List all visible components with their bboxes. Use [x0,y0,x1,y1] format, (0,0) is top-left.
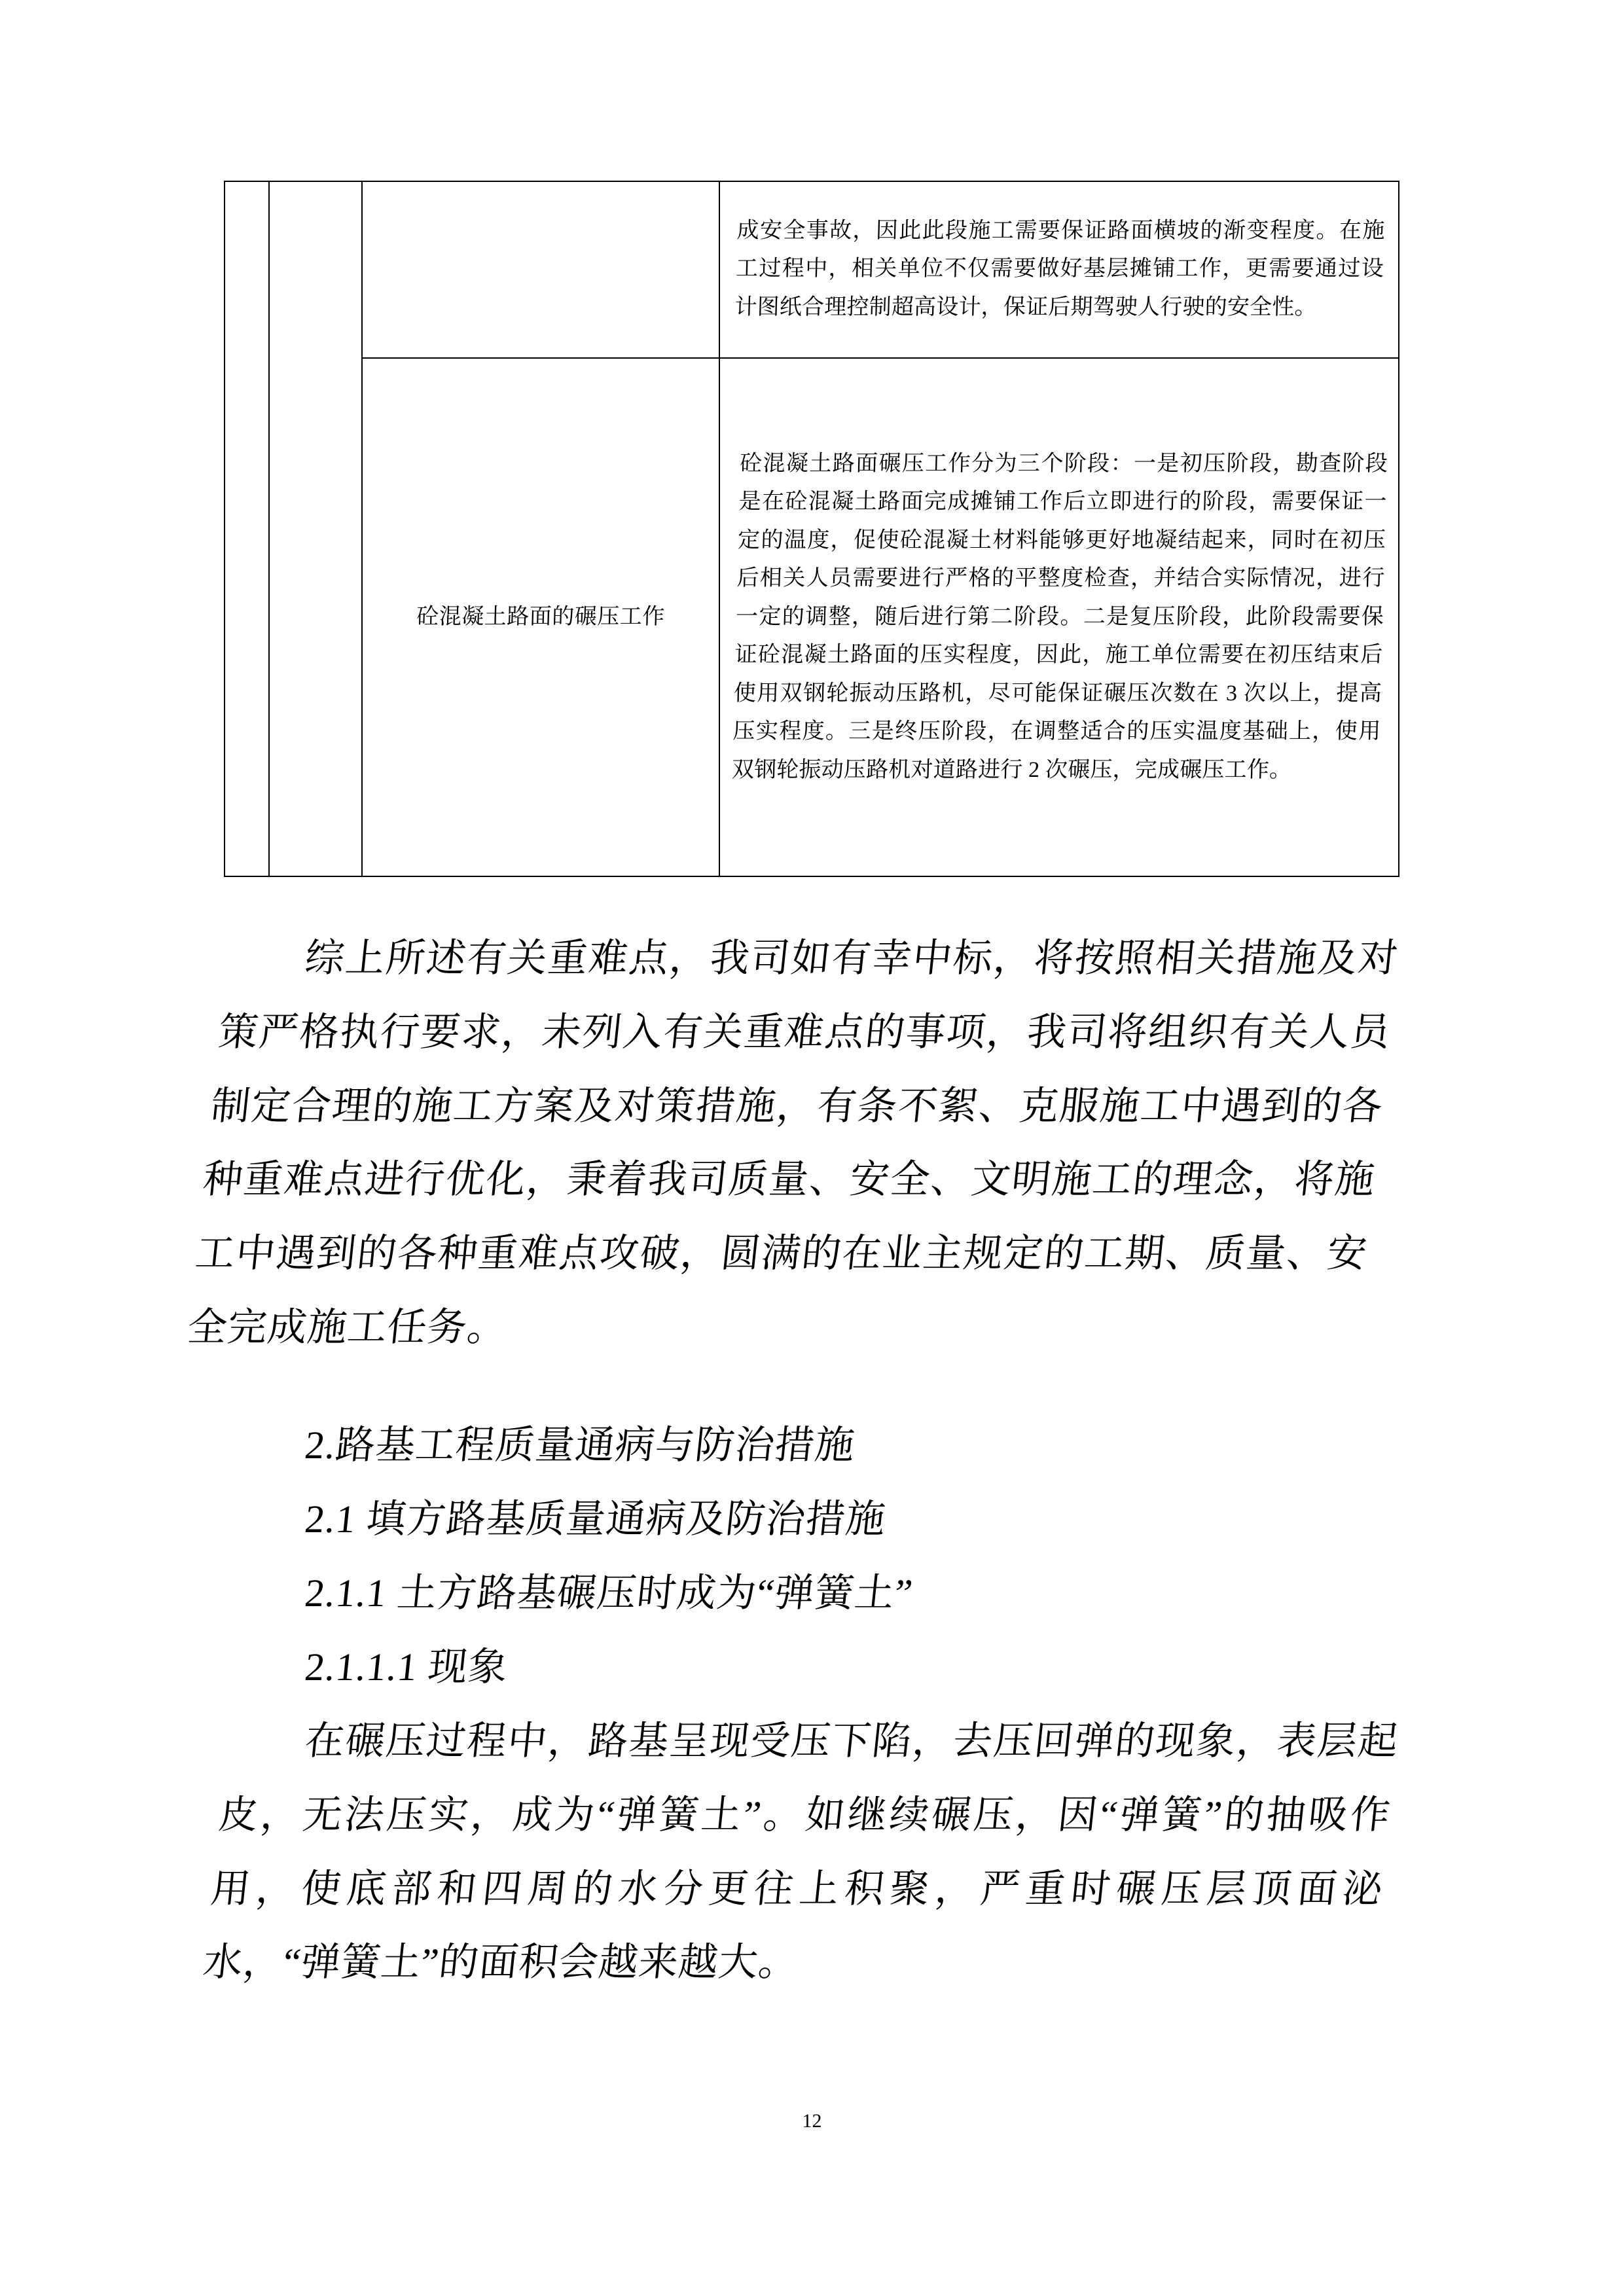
heading-2-1: 2.1 填方路基质量通病及防治措施 [302,1498,888,1541]
table-topic-label-2: 砼混凝土路面的碾压工作 [416,605,666,630]
table-cell-topic-2 [362,358,719,876]
table-row [225,181,1399,358]
table-topic-label-1 [363,264,719,275]
heading-level-1-block [230,1408,1402,1482]
summary-paragraph-block [185,922,1402,1365]
heading-level-2-block [230,1482,1402,1556]
table-cell-description-2 [719,358,1399,876]
phenomenon-paragraph: 在碾压过程中，路基呈现受压下陷，去压回弹的现象，表层起皮，无法压实，成为“弹簧土”。如继续碾压，因“弹簧”的抽吸作用，使底部和四周的水分更往上积聚，严重时碾压层顶面泌水，“弹簧土”的面积会越来越大。 [201,1719,1401,1984]
table-cell-index [225,181,269,876]
table-cell-category [269,181,362,876]
table-description-text-2: 砼混凝土路面碾压工作分为三个阶段：一是初压阶段，勘查阶段是在砼混凝土路面完成摊铺工作后立即进行的阶段，需要保证一定的温度，促使砼混凝土材料能够更好地凝结起来，同时在初压后相关人员需要进行严格的平整度检查，并结合实际情况，进行一定的调整，随后进行第二阶段。二是复压阶段，此阶段需要保证砼混凝土路面的压实程度，因此，施工单位需要在初压结束后使用双钢轮振动压路机，尽可能保证碾压次数在 3 次以上，提高压实程度。三是终压阶段，在调整适合的压实温度基础上，使用双钢轮振动压路机对道路进行 2 次碾压，完成碾压工作。 [731,451,1388,782]
heading-2-1-1-1: 2.1.1.1 现象 [302,1645,511,1689]
heading-level-4-block [230,1630,1402,1704]
heading-level-3-block [230,1556,1402,1630]
table-description-text-1: 成安全事故，因此此段施工需要保证路面横坡的渐变程度。在施工过程中，相关单位不仅需要做好基层摊铺工作，更需要通过设计图纸合理控制超高设计，保证后期驾驶人行驶的安全性。 [734,219,1386,320]
page-number: 12 [802,2110,822,2132]
construction-difficulties-table [224,181,1399,877]
phenomenon-paragraph-block [201,1704,1402,2000]
heading-2: 2.路基工程质量通病与防治措施 [302,1424,857,1467]
heading-2-1-1: 2.1.1 土方路基碾压时成为“弹簧土” [302,1571,915,1615]
table-row [225,358,1399,876]
table-cell-description-1 [719,181,1399,358]
summary-paragraph: 综上所述有关重难点，我司如有幸中标，将按照相关措施及对策严格执行要求，未列入有关重难点的事项，我司将组织有关人员制定合理的施工方案及对策措施，有条不絮、克服施工中遇到的各种重难点进行优化，秉着我司质量、安全、文明施工的理念，将施工中遇到的各种重难点攻破，圆满的在业主规定的工期、质量、安全完成施工任务。 [185,937,1401,1349]
table-cell-topic-1 [362,181,719,358]
